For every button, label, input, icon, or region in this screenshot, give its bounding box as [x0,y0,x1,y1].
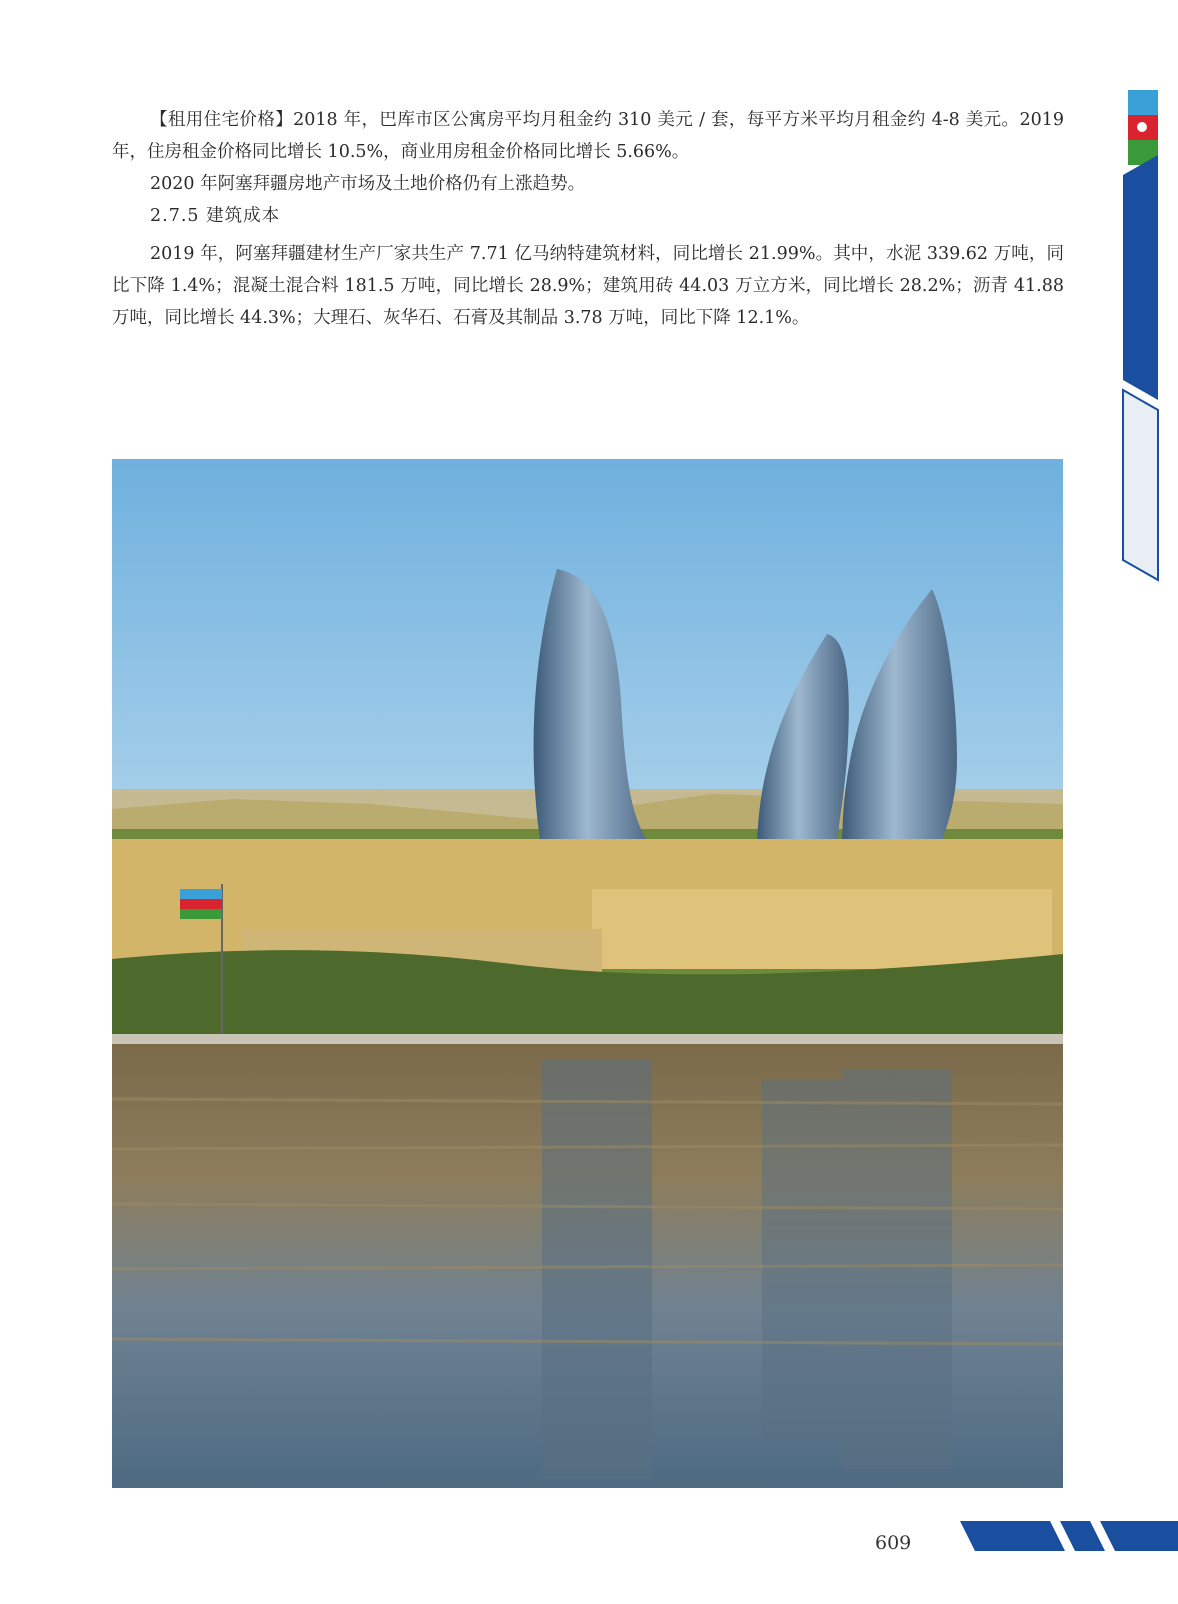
azerbaijan-flag-icon [1128,90,1158,165]
chapter-side-tab [1118,80,1178,600]
baku-flame-towers-photo [112,459,1063,1488]
body-text [112,104,1064,334]
construction-cost-paragraph: 2019 年，阿塞拜疆建材生产厂家共生产 7.71 亿马纳特建筑材料，同比增长 21.99%。其中，水泥 339.62 万吨，同比下降 1.4%；混凝土混合料 181.5 万吨，同比增长 28.9%；建筑用砖 44.03 万立方米，同比增长 28.2%；沥青 41.88 万吨，同比增长 44.3%；大理石、灰华石、石膏及其制品 3.78 万吨，同比下降 12.1%。 [112,244,1064,328]
market-trend-paragraph: 2020 年阿塞拜疆房地产市场及土地价格仍有上涨趋势。 [150,174,586,194]
rental-price-paragraph: 【租用住宅价格】2018 年，巴库市区公寓房平均月租金约 310 美元 / 套，每平方米平均月租金约 4-8 美元。2019 年，住房租金价格同比增长 10.5%，商业用房租金价格同比增长 5.66%。 [112,110,1064,162]
page-number: 609 [875,1532,912,1554]
section-heading: 2.7.5 建筑成本 [150,206,281,226]
footer-accent-bar [960,1521,1178,1600]
